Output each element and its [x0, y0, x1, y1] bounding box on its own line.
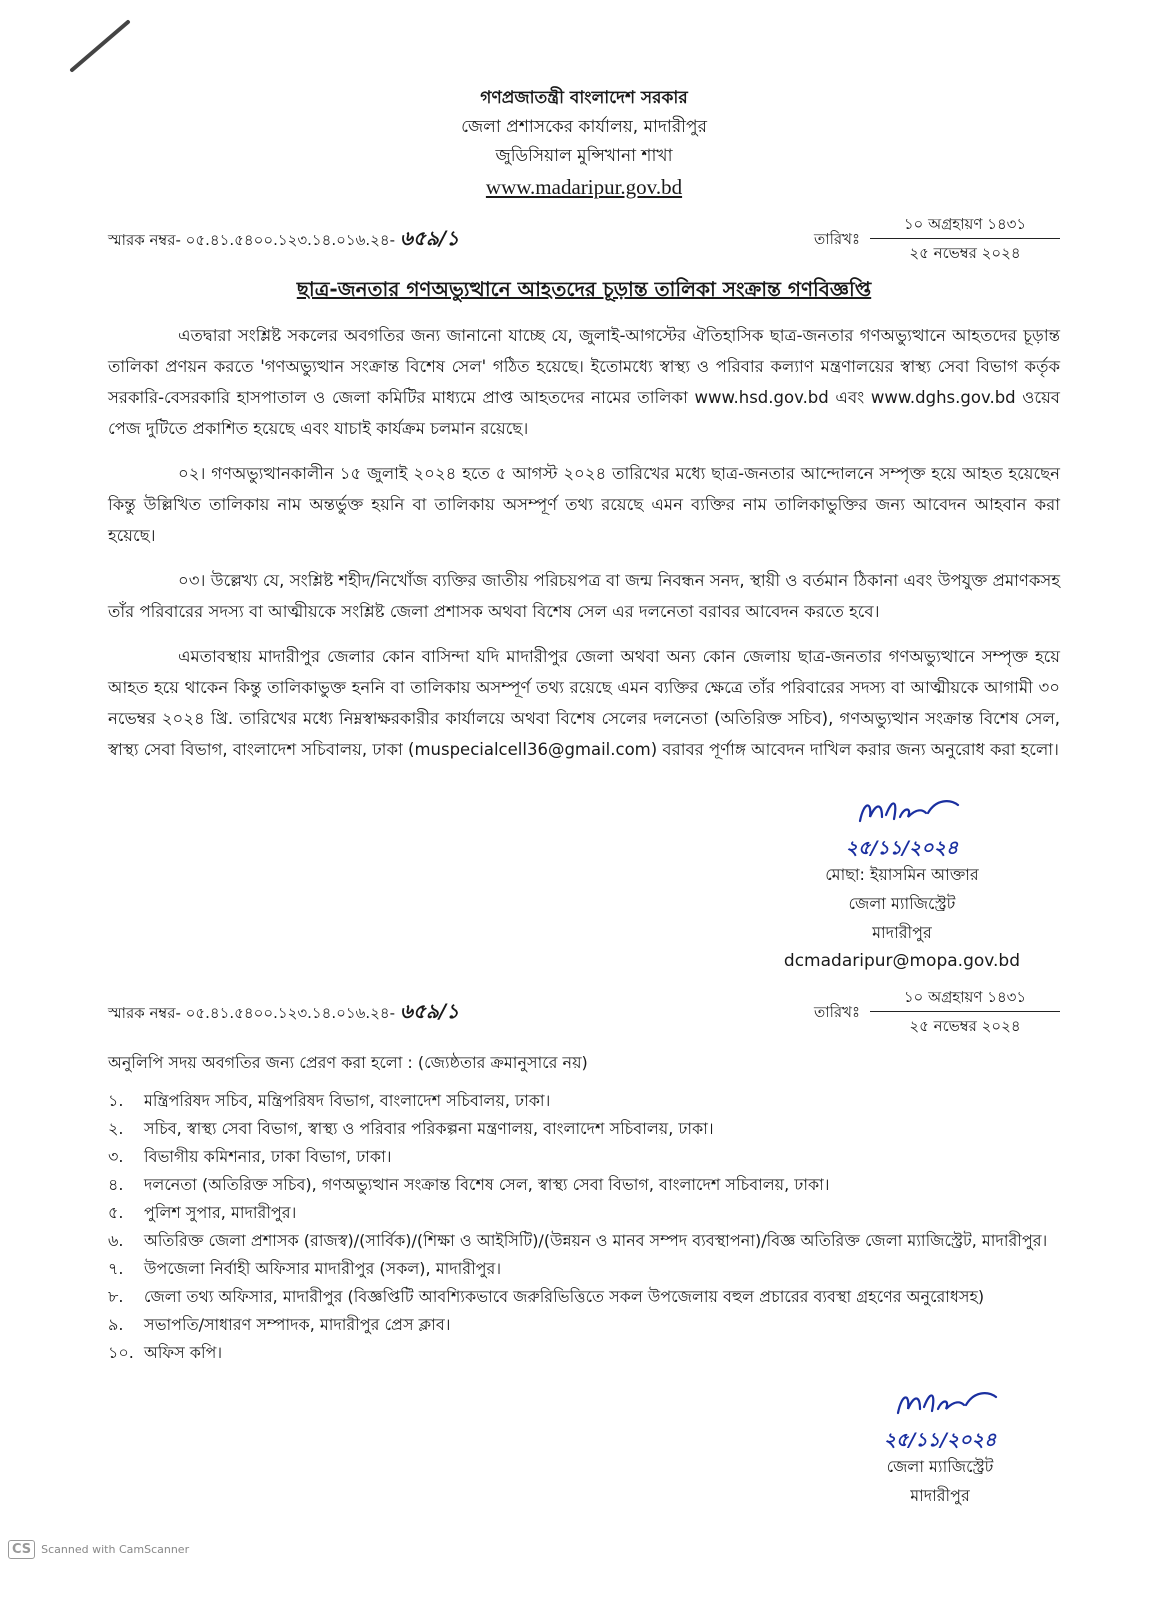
copy-text: দলনেতা (অতিরিক্ত সচিব), গণঅভ্যুত্থান সংক্রান্ত বিশেষ সেল, স্বাস্থ্য সেবা বিভাগ, বাংলাদেশ সচিবালয়, ঢাকা। [144, 1175, 830, 1194]
copy-text: সভাপতি/সাধারণ সম্পাদক, মাদারীপুর প্রেস ক্লাব। [144, 1315, 451, 1334]
signatory-name: মোছা: ইয়াসমিন আক্তার [825, 865, 979, 884]
date-bangla: ১০ অগ্রহায়ণ ১৪৩১ [903, 988, 1027, 1006]
paragraph-3: ০৩। উল্লেখ্য যে, সংশ্লিষ্ট শহীদ/নিখোঁজ ব্যক্তির জাতীয় পরিচয়পত্র বা জন্ম নিবন্ধন সনদ, স্থায়ী ও বর্তমান ঠিকানা এবং উপযুক্ত প্রমাণকসহ তাঁর পরিবারের সদস্য বা আত্মীয়কে সংশ্লিষ্ট জেলা প্রশাসক অথবা বিশেষ সেল এর দলনেতা বরাবর আবেদন করতে হবে। [108, 571, 1060, 621]
notice-title: ছাত্র-জনতার গণঅভ্যুত্থানে আহতদের চূড়ান্ত তালিকা সংক্রান্ত গণবিজ্ঞপ্তি [296, 277, 872, 301]
date-gregorian: ২৫ নভেম্বর ২০২৪ [909, 244, 1021, 262]
date-row-2 [814, 986, 1060, 1037]
copy-text: বিভাগীয় কমিশনার, ঢাকা বিভাগ, ঢাকা। [144, 1147, 392, 1166]
date-block [870, 213, 1060, 264]
copy-item [108, 1227, 1060, 1255]
government-name: গণপ্রজাতন্ত্রী বাংলাদেশ সরকার [480, 88, 688, 108]
memo-number-text: স্মারক নম্বর- ০৫.৪১.৫৪০০.১২৩.১৪.০১৬.২৪- [108, 230, 396, 249]
date-label-2: তারিখঃ [814, 1002, 860, 1021]
copy-text: উপজেলা নির্বাহী অফিসার মাদারীপুর (সকল), মাদারীপুর। [144, 1259, 502, 1278]
copy-number: ৬. [108, 1231, 124, 1250]
copy-text: মন্ত্রিপরিষদ সচিব, মন্ত্রিপরিষদ বিভাগ, বাংলাদেশ সচিবালয়, ঢাকা। [144, 1091, 551, 1110]
copy-number: ৫. [108, 1203, 124, 1222]
memo-row-2 [108, 986, 1060, 1037]
copy-number: ৭. [108, 1259, 124, 1278]
memo-number-text: স্মারক নম্বর- ০৫.৪১.৫৪০০.১২৩.১৪.০১৬.২৪- [108, 1003, 396, 1022]
notice-body [108, 320, 1060, 779]
signature-date: ২৫/১১/২০২৪ [845, 837, 959, 859]
copy-text: অফিস কপি। [144, 1343, 223, 1362]
copies-section [108, 1049, 1060, 1367]
camscanner-footer [8, 1540, 189, 1559]
signature-scribble [880, 1387, 1000, 1419]
camscanner-text: Scanned with CamScanner [41, 1543, 190, 1556]
copies-list [108, 1087, 1060, 1367]
memo-number [108, 227, 459, 251]
copy-number: ৪. [108, 1175, 124, 1194]
date-row [814, 213, 1060, 264]
signatory-designation: জেলা ম্যাজিস্ট্রেট [848, 894, 956, 913]
signatory-email[interactable]: dcmadaripur@mopa.gov.bd [783, 951, 1020, 971]
signature-block-2 [880, 1387, 1000, 1510]
copy-text: সচিব, স্বাস্থ্য সেবা বিভাগ, স্বাস্থ্য ও পরিবার পরিকল্পনা মন্ত্রণালয়, বাংলাদেশ সচিবালয়, ঢাকা। [144, 1119, 714, 1138]
date-gregorian: ২৫ নভেম্বর ২০২৪ [909, 1017, 1021, 1035]
copy-item [108, 1255, 1060, 1283]
office-name: জেলা প্রশাসকের কার্যালয়, মাদারীপুর [461, 117, 707, 137]
date-label: তারিখঃ [814, 229, 860, 248]
copy-number: ১০. [108, 1343, 134, 1362]
copy-item [108, 1339, 1060, 1367]
copy-number: ৩. [108, 1147, 124, 1166]
camscanner-logo-icon: CS [8, 1540, 35, 1559]
copy-item [108, 1143, 1060, 1171]
memo-number-2 [108, 1000, 459, 1024]
copy-item [108, 1283, 1060, 1311]
website-link[interactable]: www.madaripur.gov.bd [485, 175, 683, 199]
copy-item [108, 1115, 1060, 1143]
copy-number: ৯. [108, 1315, 124, 1334]
signatory-district: মাদারীপুর [910, 1486, 970, 1505]
copy-text: পুলিশ সুপার, মাদারীপুর। [144, 1203, 297, 1222]
signature-scribble [842, 795, 962, 827]
date-block-2 [870, 986, 1060, 1037]
copy-item [108, 1199, 1060, 1227]
copy-number: ৮. [108, 1287, 124, 1306]
paragraph-2: ০২। গণঅভ্যুত্থানকালীন ১৫ জুলাই ২০২৪ হতে ৫ আগস্ট ২০২৪ তারিখের মধ্যে ছাত্র-জনতার আন্দোলনে সম্পৃক্ত হয়ে আহত হয়েছেন কিন্তু উল্লিখিত তালিকায় নাম অন্তর্ভুক্ত হয়নি বা তালিকায় অসম্পূর্ণ তথ্য রয়েছে এমন ব্যক্তির নাম তালিকাভুক্তির জন্য আবেদন আহবান করা হয়েছে। [108, 464, 1060, 545]
signature-block [784, 795, 1020, 976]
copy-item [108, 1087, 1060, 1115]
date-divider [870, 238, 1060, 239]
signature-date: ২৫/১১/২০২৪ [883, 1429, 997, 1451]
copy-text: জেলা তথ্য অফিসার, মাদারীপুর (বিজ্ঞপ্তিটি আবশ্যিকভাবে জরুরিভিত্তিতে সকল উপজেলায় বহুল প্রচারের ব্যবস্থা গ্রহণের অনুরোধসহ) [144, 1287, 985, 1306]
copy-text: অতিরিক্ত জেলা প্রশাসক (রাজস্ব)/(সার্বিক)/(শিক্ষা ও আইসিটি)/(উন্নয়ন ও মানব সম্পদ ব্যবস্থাপনা)/বিজ্ঞ অতিরিক্ত জেলা ম্যাজিস্ট্রেট, মাদারীপুর। [144, 1231, 1048, 1250]
signatory-designation: জেলা ম্যাজিস্ট্রেট [886, 1457, 994, 1476]
copies-heading: অনুলিপি সদয় অবগতির জন্য প্রেরণ করা হলো : (জ্যেষ্ঠতার ক্রমানুসারে নয়) [108, 1053, 588, 1072]
signatory-district: মাদারীপুর [872, 923, 932, 942]
paragraph-1: এতদ্বারা সংশ্লিষ্ট সকলের অবগতির জন্য জানানো যাচ্ছে যে, জুলাই-আগস্টের ঐতিহাসিক ছাত্র-জনতার গণঅভ্যুত্থানে আহতদের চূড়ান্ত তালিকা প্রণয়ন করতে 'গণঅভ্যুত্থান সংক্রান্ত বিশেষ সেল' গঠিত হয়েছে। ইতোমধ্যে স্বাস্থ্য ও পরিবার কল্যাণ মন্ত্রণালয়ের স্বাস্থ্য সেবা বিভাগ কর্তৃক সরকারি-বেসরকারি হাসপাতাল ও জেলা কমিটির মাধ্যমে প্রাপ্ত আহতদের নামের তালিকা www.hsd.gov.bd এবং www.dghs.gov.bd ওয়েব পেজ দুটিতে প্রকাশিত হয়েছে এবং যাচাই কার্যক্রম চলমান রয়েছে। [108, 326, 1060, 438]
pen-mark-decoration [66, 18, 136, 78]
memo-handwritten-suffix: ৬৫৯/১ [399, 225, 460, 250]
memo-handwritten-suffix: ৬৫৯/১ [399, 998, 460, 1023]
copy-number: ১. [108, 1091, 124, 1110]
copy-item [108, 1311, 1060, 1339]
branch-name: জুডিসিয়াল মুন্সিখানা শাখা [495, 146, 673, 166]
date-bangla: ১০ অগ্রহায়ণ ১৪৩১ [903, 215, 1027, 233]
memo-row [108, 213, 1060, 264]
date-divider [870, 1011, 1060, 1012]
copy-number: ২. [108, 1119, 124, 1138]
paragraph-4: এমতাবস্থায় মাদারীপুর জেলার কোন বাসিন্দা যদি মাদারীপুর জেলা অথবা অন্য কোন জেলায় ছাত্র-জনতার গণঅভ্যুত্থানে সম্পৃক্ত হয়ে আহত হয়ে থাকেন কিন্তু তালিকাভুক্ত হননি বা তালিকায় অসম্পূর্ণ তথ্য রয়েছে এমন ব্যক্তির ক্ষেত্রে তাঁর পরিবারের সদস্য বা আত্মীয়কে আগামী ৩০ নভেম্বর ২০২৪ খ্রি. তারিখের মধ্যে নিম্নস্বাক্ষরকারীর কার্যালয়ে অথবা বিশেষ সেলের দলনেতা (অতিরিক্ত সচিব), গণঅভ্যুত্থান সংক্রান্ত বিশেষ সেল, স্বাস্থ্য সেবা বিভাগ, বাংলাদেশ সচিবালয়, ঢাকা (muspecialcell36@gmail.com) বরাবর পূর্ণাঙ্গ আবেদন দাখিল করার জন্য অনুরোধ করা হলো। [108, 647, 1060, 759]
copy-item [108, 1171, 1060, 1199]
